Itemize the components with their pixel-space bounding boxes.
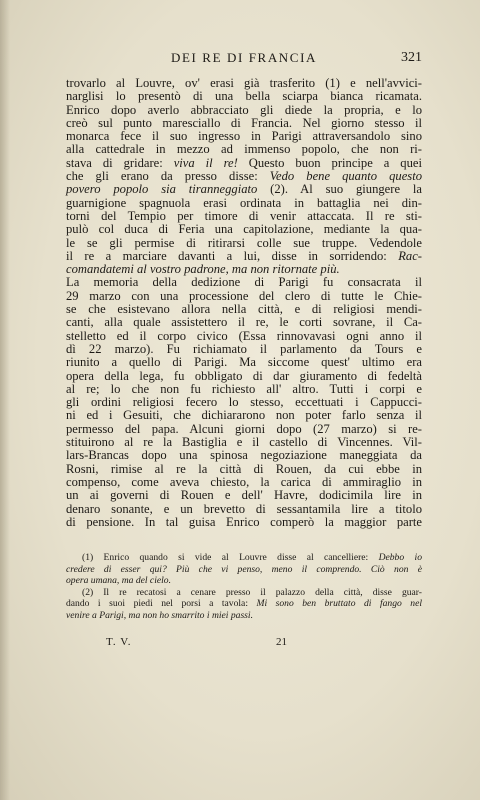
text-run: lars-Brancas dopo una spinosa negoziazione maneggiata da (66, 448, 422, 463)
text-run: monarca fece il suo ingresso in Parigi attraversandolo sino (66, 129, 422, 144)
italic-text: venire a Parigi, ma non ho smarrito i miei passi. (66, 609, 253, 621)
footnote-line (66, 575, 422, 587)
footnotes (66, 552, 422, 622)
text-line (66, 489, 422, 502)
text-line (66, 263, 422, 276)
text-run: stituirono al re la Bastiglia e il castello di Vincennes. Vil- (66, 435, 422, 450)
text-run: (2). Al suo giungere la (257, 182, 422, 197)
footnote (66, 552, 422, 587)
italic-text: Debbo io (378, 552, 422, 563)
text-line (66, 343, 422, 356)
text-run: che gli erano da presso disse: (66, 169, 270, 184)
italic-text: povero popolo sia tiranneggiato (66, 182, 258, 197)
text-run: dando i suoi piedi nel porsi a tavola: (66, 598, 257, 610)
text-run: opera della lega, fu obbligato di dar giuramento di fedeltà (66, 368, 422, 383)
text-run: La memoria della dedizione di Parigi fu consacrata il (66, 275, 422, 290)
text-run: torni del Tempio per timore di venir attaccata. Il re sti- (66, 208, 422, 223)
text-run: (2) Il re recatosi a cenare presso il palazzo della città, disse guar- (82, 586, 422, 598)
body-text (66, 77, 422, 529)
italic-text: Mi sono ben bruttato di fango nel (256, 598, 423, 610)
text-run: Questo buon principe a quei (237, 155, 422, 170)
footnote-line (66, 564, 422, 576)
text-line (66, 516, 422, 529)
text-line (66, 157, 422, 170)
text-run: guarnigione spagnuola erasi ordinata in battaglia nei din- (66, 195, 422, 210)
italic-text: viva il re! (173, 155, 238, 170)
footnote-line (66, 610, 422, 622)
text-line (66, 396, 422, 409)
text-run: permesso del papa. Alcuni giorni dopo (27 marzo) si re- (66, 421, 422, 436)
text-run: le se gli permise di ritirarsi colle sue truppe. Vedendole (66, 235, 422, 250)
text-run: Enrico dopo averlo abbracciato gli diede la propria, e lo (66, 102, 422, 117)
italic-text: credere di esser qui? Più che vi penso, meno il comprendo. Ciò non è (66, 563, 422, 575)
page-footer (66, 636, 422, 652)
text-line (66, 197, 422, 210)
footnote (66, 587, 422, 622)
text-run: creò sul punto maresciallo di Francia. Nel giorno stesso il (66, 115, 422, 130)
sheet-number: 21 (276, 636, 287, 648)
text-line (66, 423, 422, 436)
text-line (66, 183, 422, 196)
text-run: compenso, come aveva chiesto, la carica di ammiraglio in (66, 474, 422, 489)
page-number: 321 (401, 50, 422, 65)
text-run: pulò col duca di Feria una capitolazione, mediante la qua- (66, 222, 422, 237)
text-run: dì 22 marzo). Fu richiamato il parlamento da Tours e (66, 341, 422, 356)
text-line (66, 237, 422, 250)
text-line (66, 303, 422, 316)
text-line (66, 210, 422, 223)
text-run: denaro sonante, e un brevetto di sessantamila lire a titolo (66, 501, 422, 516)
text-run: alla cattedrale in mezzo ad immenso popolo, che non ri- (66, 142, 422, 157)
text-line (66, 356, 422, 369)
text-run: al re; lo che non fu richiesto all' altro. Tutti i corpi e (66, 381, 422, 396)
text-line (66, 436, 422, 449)
text-line (66, 104, 422, 117)
text-line (66, 316, 422, 329)
footnote-line (66, 598, 422, 610)
text-line (66, 290, 422, 303)
text-line (66, 476, 422, 489)
text-line (66, 250, 422, 263)
italic-text: Vedo bene quanto questo (269, 169, 422, 184)
text-run: Rosni, rimise al re la città di Rouen, da cui ebbe in (66, 461, 422, 476)
text-line (66, 330, 422, 343)
running-head (66, 50, 422, 68)
italic-text: opera umana, ma del cielo. (66, 575, 171, 587)
text-run: di pensione. In tal guisa Enrico comperò la maggior parte (66, 514, 422, 529)
text-run: stelletto ed il corpo civico (Essa rinnovavasi ogni anno il (66, 328, 422, 343)
footnote-line (66, 587, 422, 599)
text-line (66, 90, 422, 103)
text-line (66, 77, 422, 90)
text-line (66, 170, 422, 183)
text-run: gli ordini religiosi fecero lo stesso, eccettuati i Cappucci- (66, 395, 422, 410)
text-line (66, 130, 422, 143)
italic-text: comandatemi al vostro padrone, ma non ritornate più. (66, 262, 340, 277)
text-line (66, 449, 422, 462)
text-line (66, 383, 422, 396)
footnote-line (66, 552, 422, 564)
text-line (66, 276, 422, 289)
text-run: (1) Enrico quando si vide al Louvre disse al cancelliere: (82, 552, 379, 563)
text-line (66, 409, 422, 422)
text-run: stava di gridare: (66, 155, 174, 170)
text-run: riunito a quello di Parigi. Ma siccome quest' ultimo era (66, 355, 422, 370)
italic-text: Rac- (398, 248, 422, 263)
text-run: ni ed i Gesuiti, che dichiararono non poter farlo senza il (66, 408, 422, 423)
text-line (66, 117, 422, 130)
signature-mark: T. V. (106, 636, 132, 648)
text-line (66, 143, 422, 156)
text-line (66, 223, 422, 236)
text-run: il re a marciare davanti a lui, disse in sorridendo: (66, 248, 399, 263)
text-run: un ai governi di Rouen e dell' Havre, dodicimila lire in (66, 488, 422, 503)
running-head-title: DEI RE DI FRANCIA (170, 50, 317, 65)
text-run: se che esistevano allora nella città, e di religiosi mendi- (66, 302, 422, 317)
text-run: canti, alla quale assistettero il re, le corti sovrane, il Ca- (66, 315, 422, 330)
text-line (66, 463, 422, 476)
text-line (66, 370, 422, 383)
text-line (66, 503, 422, 516)
text-run: trovarlo al Louvre, ov' erasi già trasferito (1) e nell'avvici- (66, 76, 422, 90)
text-run: narglisi lo presentò di una bella sciarpa bianca ricamata. (66, 89, 422, 104)
text-run: 29 marzo con una processione del clero di tutte le Chie- (66, 288, 422, 303)
